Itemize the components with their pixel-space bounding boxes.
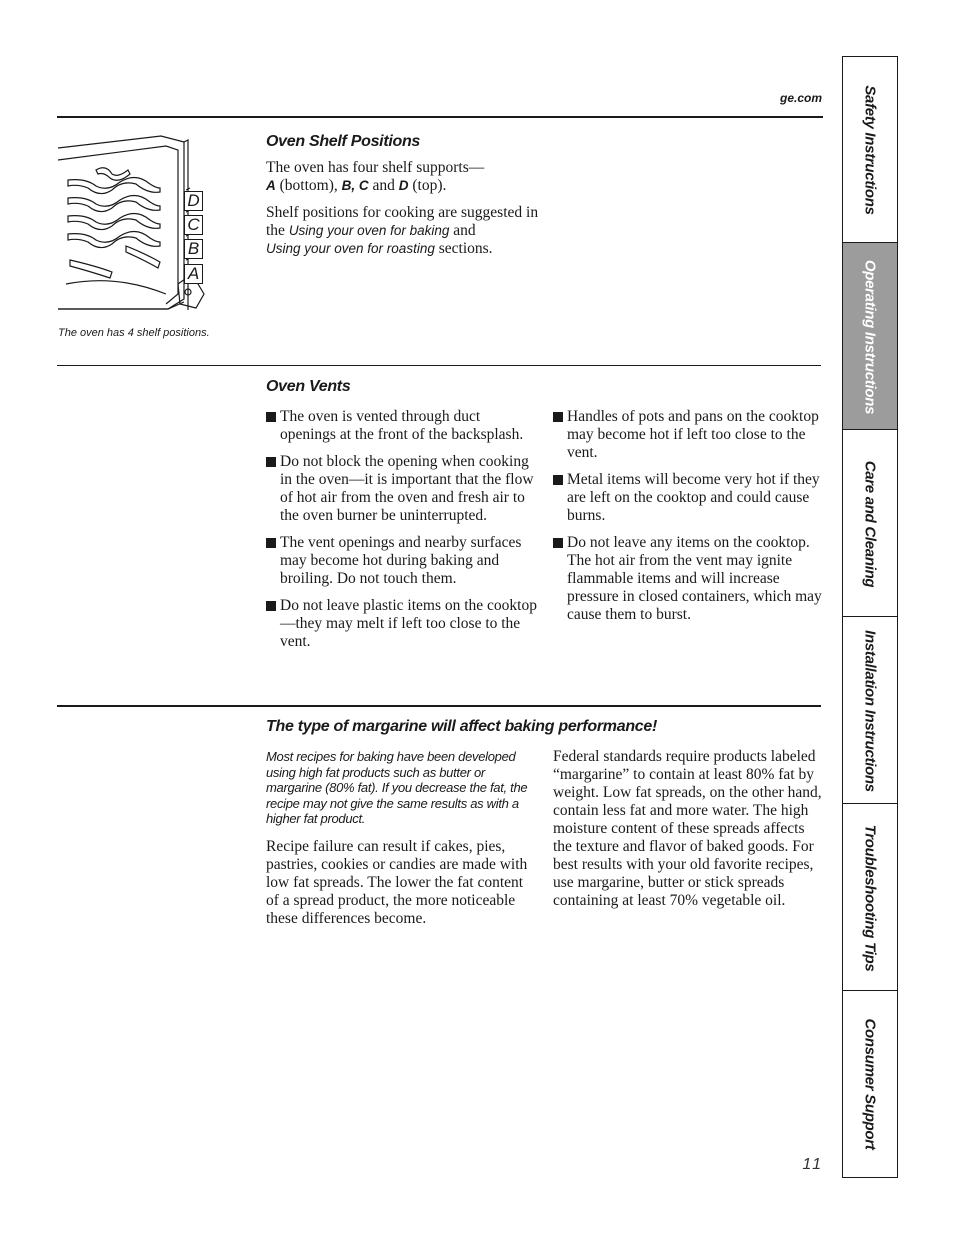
vents-right-list: [553, 408, 823, 633]
top-rule: [57, 116, 823, 118]
oven-shelf-illustration: [56, 134, 236, 320]
shelf-letter-a: A: [266, 178, 276, 193]
top-text: (top).: [408, 177, 447, 194]
tab-consumer-support[interactable]: Consumer Support: [842, 990, 898, 1178]
shelf-letter-d: D: [398, 178, 409, 193]
suggestion-end: sections.: [434, 240, 493, 257]
shelf-label-b: B: [184, 239, 203, 259]
list-item: The oven is vented through duct openings at the front of the backsplash.: [266, 408, 538, 444]
page-number: 11: [802, 1156, 823, 1173]
section-rule-1: [57, 365, 821, 366]
margarine-italic-note: Most recipes for baking have been developed using high fat products such as butter or margarine (80% fat). If you decrease the fat, the recipe may not give the same results as with a higher fat product.: [266, 749, 528, 826]
shelf-supports-text: The oven has four shelf supports—: [266, 159, 485, 176]
site-url[interactable]: ge.com: [779, 91, 822, 105]
list-item: Handles of pots and pans on the cooktop may become hot if left too close to the vent.: [553, 408, 823, 462]
figure-caption: The oven has 4 shelf positions.: [58, 327, 210, 339]
tab-installation-instructions[interactable]: Installation Instructions: [842, 616, 898, 804]
list-item: Metal items will become very hot if they are left on the cooktop and could cause burns.: [553, 471, 823, 525]
bullet-square-icon: [553, 412, 563, 422]
and-text: and: [368, 177, 399, 194]
shelf-letters-bc: B, C: [341, 178, 369, 193]
bullet-square-icon: [553, 475, 563, 485]
bullet-square-icon: [266, 601, 276, 611]
shelf-label-a: A: [184, 264, 203, 284]
list-item: Do not block the opening when cooking in the oven—it is important that the flow of hot air from the oven and fresh air to the oven burner be uninterrupted.: [266, 453, 538, 525]
shelf-supports-paragraph: [266, 159, 541, 195]
shelf-suggestion-paragraph: [266, 204, 541, 258]
roasting-section-ref: Using your oven for roasting: [266, 241, 435, 256]
list-item: Do not leave any items on the cooktop. The hot air from the vent may ignite flammable items and will increase pressure in closed containers, which may cause them to burst.: [553, 534, 823, 624]
bullet-square-icon: [266, 538, 276, 548]
recipe-failure-paragraph: Recipe failure can result if cakes, pies, pastries, cookies or candies are made with low fat spreads. The lower the fat content of a spread product, the more noticeable these differences become.: [266, 838, 528, 927]
bullet-square-icon: [553, 538, 563, 548]
federal-standards-paragraph: Federal standards require products labeled “margarine” to contain at least 80% fat by weight. Low fat spreads, on the other hand, contain less fat and more water. The high moisture content of these spreads affects the texture and flavor of baked goods. For best results with your old favorite recipes, use margarine, butter or stick spreads containing at least 70% vegetable oil.: [553, 748, 822, 909]
tab-troubleshooting-tips[interactable]: Troubleshooting Tips: [842, 803, 898, 991]
bullet-square-icon: [266, 457, 276, 467]
vents-left-list: [266, 408, 538, 660]
tab-safety-instructions[interactable]: Safety Instructions: [842, 56, 898, 243]
suggestion-and: and: [449, 222, 476, 239]
margarine-heading: The type of margarine will affect baking performance!: [266, 718, 658, 735]
list-item: The vent openings and nearby surfaces may become hot during baking and broiling. Do not touch them.: [266, 534, 538, 588]
section-tabs-sidebar: [842, 56, 898, 1178]
oven-cavity-drawing: [56, 134, 236, 320]
list-item: Do not leave plastic items on the cooktop—they may melt if left too close to the vent.: [266, 597, 538, 651]
tab-operating-instructions[interactable]: Operating Instructions: [842, 242, 898, 430]
bottom-text: (bottom),: [275, 177, 342, 194]
shelf-label-d: D: [184, 191, 203, 211]
oven-vents-heading: Oven Vents: [266, 378, 351, 395]
shelf-label-c: C: [184, 215, 203, 235]
bullet-square-icon: [266, 412, 276, 422]
tab-care-and-cleaning[interactable]: Care and Cleaning: [842, 429, 898, 617]
suggestion-start: Shelf positions for cooking are suggested in the: [266, 204, 539, 239]
baking-section-ref: Using your oven for baking: [288, 223, 450, 238]
section-rule-2: [57, 705, 821, 707]
shelf-positions-heading: Oven Shelf Positions: [266, 133, 421, 150]
